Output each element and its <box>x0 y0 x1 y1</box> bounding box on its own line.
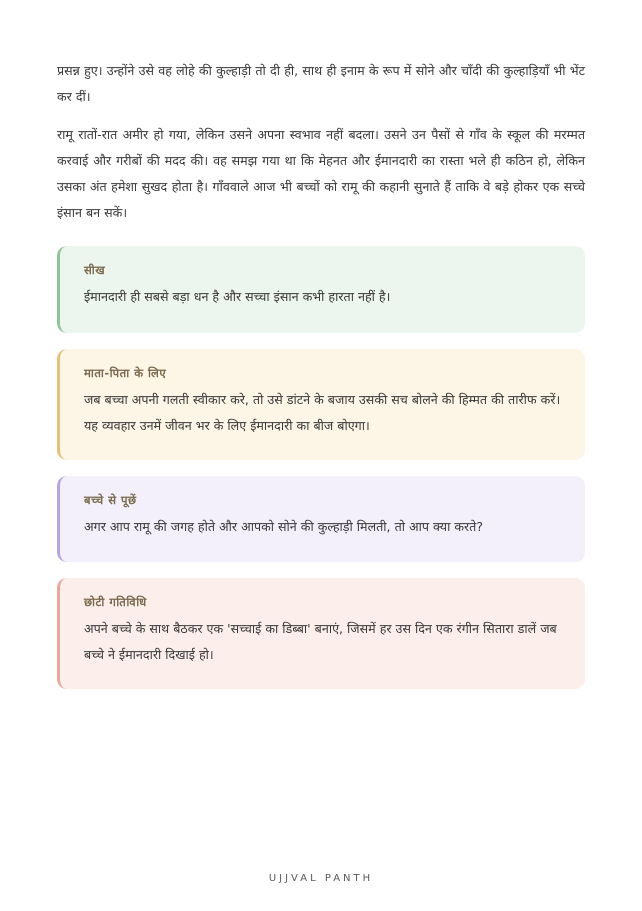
ask-child-text: अगर आप रामू की जगह होते और आपको सोने की कुल्हाड़ी मिलती, तो आप क्या करते? <box>84 519 484 534</box>
ask-child-title: बच्चे से पूछें <box>84 493 137 507</box>
activity-text: अपने बच्चे के साथ बैठकर एक 'सच्चाई का डिब्बा' बनाएं, जिसमें हर उस दिन एक रंगीन सितारा डालें जब बच्चे ने ईमानदारी दिखाई हो। <box>84 621 557 662</box>
lesson-title: सीख <box>84 263 106 277</box>
parents-box <box>57 349 585 460</box>
lesson-box <box>57 246 585 333</box>
activity-title: छोटी गतिविधि <box>84 595 147 609</box>
ask-child-box <box>57 476 585 562</box>
lesson-text: ईमानदारी ही सबसे बड़ा धन है और सच्चा इंसान कभी हारता नहीं है। <box>84 289 391 304</box>
author-footer: UJJVAL PANTH <box>268 873 374 884</box>
story-content <box>57 58 585 705</box>
parents-text: जब बच्चा अपनी गलती स्वीकार करे, तो उसे डांटने के बजाय उसकी सच बोलने की हिम्मत की तारीफ करें। यह व्यवहार उनमें जीवन भर के लिए ईमानदारी का बीज बोएगा। <box>84 392 561 433</box>
story-paragraph: प्रसन्न हुए। उन्होंने उसे वह लोहे की कुल्हाड़ी तो दी ही, साथ ही इनाम के रूप में सोने और चाँदी की कुल्हाड़ियाँ भी भेंट कर दीं। <box>57 63 585 104</box>
activity-box <box>57 578 585 689</box>
story-paragraph: रामू रातों-रात अमीर हो गया, लेकिन उसने अपना स्वभाव नहीं बदला। उसने उन पैसों से गाँव के स्कूल की मरम्मत करवाई और गरीबों की मदद की। वह समझ गया था कि मेहनत और ईमानदारी का रास्ता भले ही कठिन हो, लेकिन उसका अंत हमेशा सुखद होता है। गाँववाले आज भी बच्चों को रामू की कहानी सुनाते हैं ताकि वे बड़े होकर एक सच्चे इंसान बन सकें। <box>57 127 585 220</box>
parents-title: माता-पिता के लिए <box>84 366 167 380</box>
